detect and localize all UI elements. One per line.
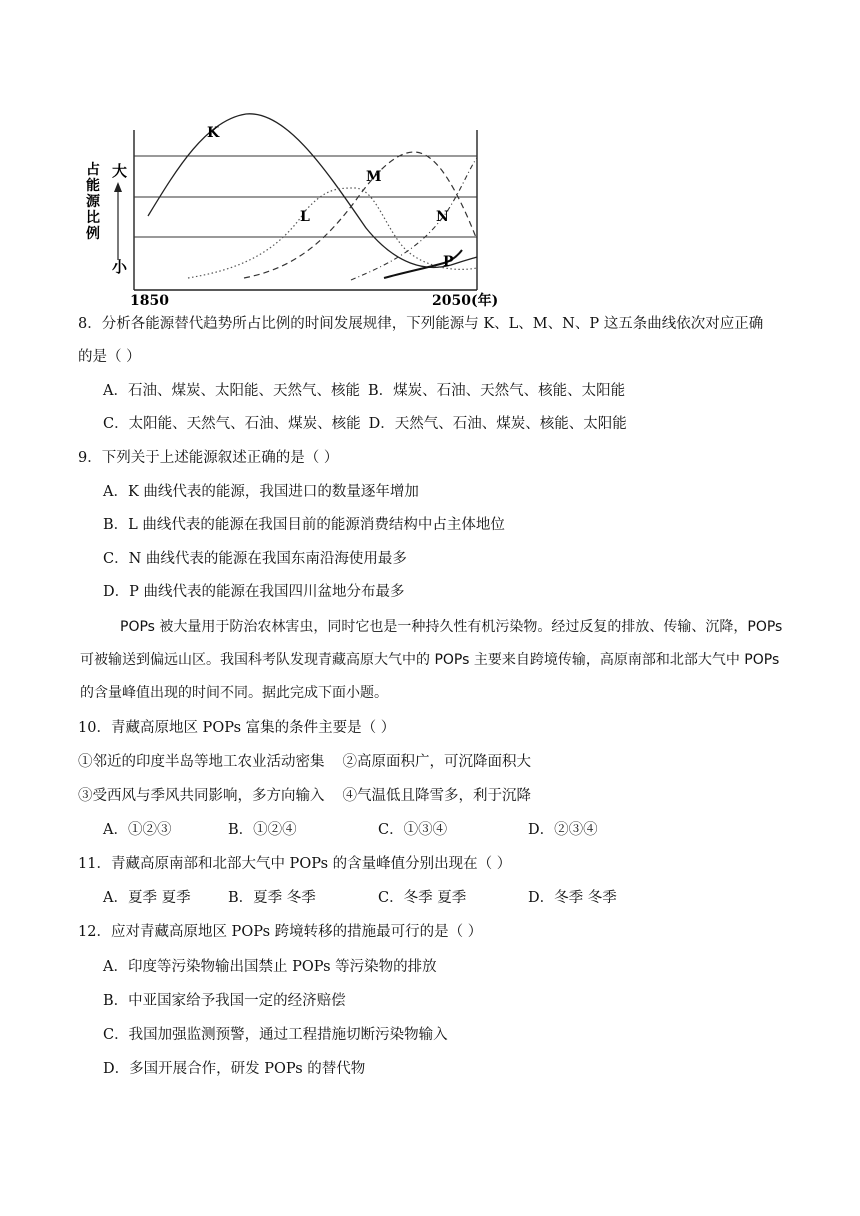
q11-option-b[interactable]: B．夏季 冬季 — [228, 890, 316, 906]
curve-k — [148, 114, 477, 268]
q8-option-b[interactable]: B．煤炭、石油、天然气、核能、太阳能 — [367, 383, 626, 399]
y-axis-title-char: 比 — [86, 210, 100, 226]
y-label-bottom: 小 — [112, 258, 128, 276]
q12-option-d[interactable]: D．多国开展合作，研发 POPs 的替代物 — [103, 1061, 366, 1077]
curve-label-k: K — [207, 125, 220, 141]
q9-option-c[interactable]: C．N 曲线代表的能源在我国东南沿海使用最多 — [103, 551, 407, 567]
y-label-top: 大 — [112, 162, 128, 180]
curve-label-m: M — [366, 169, 382, 185]
q11-option-d[interactable]: D．冬季 冬季 — [528, 890, 617, 906]
q8-stem-line2: 的是（ ） — [78, 349, 141, 365]
reading-passage-text: POPs 被大量用于防治农林害虫，同时它也是一种持久性有机污染物。经过反复的排放、传输、沉降，POPs 可被输送到偏远山区。我国科考队发现青藏高原大气中的 POPs 主要来自跨境传输，高原南部和北部大气中 POPs 的含量峰值出现的时间不同。据此完成下面小题。 — [80, 619, 783, 701]
y-axis-title-char: 例 — [86, 226, 100, 242]
curve-label-l: L — [300, 209, 310, 225]
reading-passage — [80, 611, 792, 710]
y-axis-title — [86, 161, 101, 242]
curve-label-n: N — [436, 209, 449, 225]
q10-option-b[interactable]: B．①②④ — [228, 822, 297, 838]
q10-items-row2 — [78, 786, 531, 806]
q10-item-2: ②高原面积广，可沉降面积大 — [342, 754, 531, 770]
x-label-end: 2050(年) — [432, 293, 499, 309]
q8-options-row2 — [103, 414, 627, 434]
q10-item-4: ④气温低且降雪多，利于沉降 — [342, 788, 531, 804]
q11-stem: 11．青藏高原南部和北部大气中 POPs 的含量峰值分别出现在（ ） — [78, 856, 512, 872]
q9-option-d[interactable]: D．P 曲线代表的能源在我国四川盆地分布最多 — [103, 584, 405, 600]
q11-option-c[interactable]: C．冬季 夏季 — [378, 890, 467, 906]
y-axis-title-char: 源 — [86, 194, 100, 210]
q11-option-a[interactable]: A．夏季 夏季 — [103, 890, 191, 906]
q10-stem: 10．青藏高原地区 POPs 富集的条件主要是（ ） — [78, 720, 396, 736]
q8-option-a[interactable]: A．石油、煤炭、太阳能、天然气、核能 — [103, 383, 360, 399]
energy-trend-chart — [76, 100, 516, 310]
q8-option-d[interactable]: D．天然气、石油、煤炭、核能、太阳能 — [368, 416, 627, 432]
y-arrow-head — [114, 182, 122, 192]
energy-trend-figure — [76, 100, 516, 310]
curve-l — [188, 188, 477, 278]
q8-stem-line1: 8．分析各能源替代趋势所占比例的时间发展规律，下列能源与 K、L、M、N、P 这五条曲线依次对应正确 — [78, 316, 764, 332]
q10-option-a[interactable]: A．①②③ — [103, 822, 172, 838]
q8-options-row1 — [103, 381, 625, 401]
x-label-start: 1850 — [130, 293, 169, 309]
q9-option-b[interactable]: B．L 曲线代表的能源在我国目前的能源消费结构中占主体地位 — [103, 517, 505, 533]
q12-option-c[interactable]: C．我国加强监测预警，通过工程措施切断污染物输入 — [103, 1027, 448, 1043]
curve-label-p: P — [443, 254, 454, 270]
y-axis-title-char: 能 — [86, 178, 100, 194]
q8-option-c[interactable]: C．太阳能、天然气、石油、煤炭、核能 — [103, 416, 361, 432]
q12-option-a[interactable]: A．印度等污染物输出国禁止 POPs 等污染物的排放 — [103, 959, 437, 975]
q10-item-3: ③受西风与季风共同影响，多方向输入 — [78, 788, 325, 804]
q12-stem: 12．应对青藏高原地区 POPs 跨境转移的措施最可行的是（ ） — [78, 924, 483, 940]
q10-items-row1 — [78, 752, 531, 772]
q10-item-1: ①邻近的印度半岛等地工农业活动密集 — [78, 754, 325, 770]
q9-option-a[interactable]: A．K 曲线代表的能源，我国进口的数量逐年增加 — [103, 484, 419, 500]
q9-stem: 9．下列关于上述能源叙述正确的是（ ） — [78, 450, 339, 466]
q10-option-d[interactable]: D．②③④ — [528, 822, 598, 838]
q12-option-b[interactable]: B．中亚国家给予我国一定的经济赔偿 — [103, 993, 346, 1009]
y-axis-title-char: 占 — [86, 162, 100, 178]
q10-option-c[interactable]: C．①③④ — [378, 822, 448, 838]
